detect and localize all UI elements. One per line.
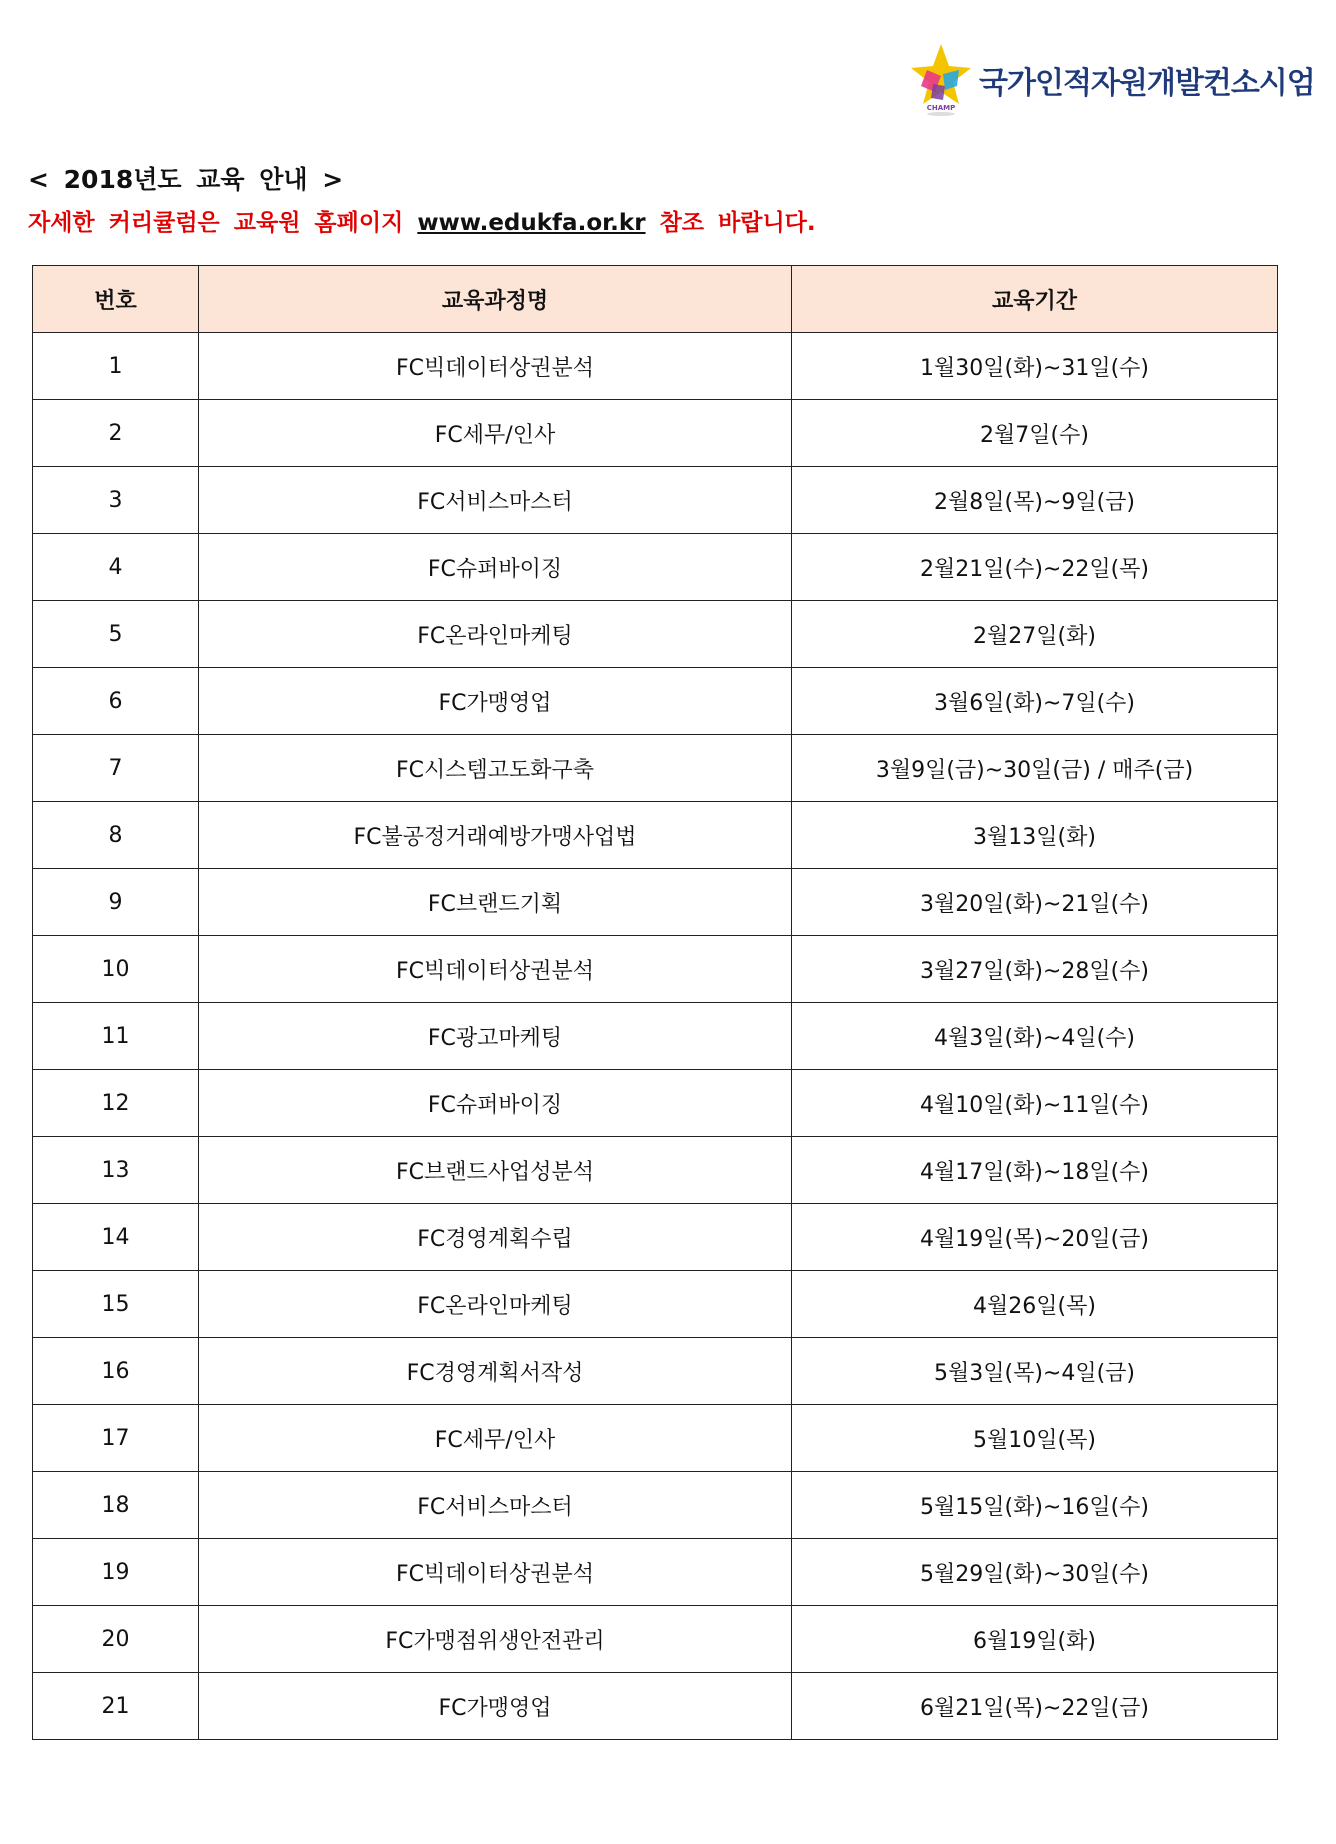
homepage-link[interactable]: www.edukfa.or.kr — [417, 210, 646, 236]
row-number: 13 — [33, 1137, 199, 1204]
row-number: 14 — [33, 1204, 199, 1271]
row-number: 20 — [33, 1606, 199, 1673]
table-row — [33, 467, 1278, 534]
course-name: FC불공정거래예방가맹사업법 — [199, 802, 792, 869]
table-body — [33, 333, 1278, 1740]
table-header-row — [33, 266, 1278, 333]
course-name: FC가맹영업 — [199, 668, 792, 735]
row-number: 8 — [33, 802, 199, 869]
course-name: FC빅데이터상권분석 — [199, 936, 792, 1003]
course-name: FC서비스마스터 — [199, 1472, 792, 1539]
course-period: 3월13일(화) — [792, 802, 1278, 869]
course-period: 5월3일(목)~4일(금) — [792, 1338, 1278, 1405]
course-period: 5월10일(목) — [792, 1405, 1278, 1472]
header-course: 교육과정명 — [199, 266, 792, 333]
course-period: 6월21일(목)~22일(금) — [792, 1673, 1278, 1740]
table-row — [33, 1204, 1278, 1271]
table-row — [33, 802, 1278, 869]
row-number: 18 — [33, 1472, 199, 1539]
row-number: 9 — [33, 869, 199, 936]
course-period: 4월10일(화)~11일(수) — [792, 1070, 1278, 1137]
course-name: FC슈퍼바이징 — [199, 534, 792, 601]
table-row — [33, 1405, 1278, 1472]
logo-text: 국가인적자원개발컨소시엄 — [979, 66, 1315, 101]
header-no: 번호 — [33, 266, 199, 333]
page-title: < 2018년도 교육 안내 > — [28, 165, 344, 194]
course-period: 5월29일(화)~30일(수) — [792, 1539, 1278, 1606]
education-schedule-table — [32, 265, 1278, 1740]
course-period: 6월19일(화) — [792, 1606, 1278, 1673]
row-number: 5 — [33, 601, 199, 668]
row-number: 4 — [33, 534, 199, 601]
notice-prefix: 자세한 커리큘럼은 교육원 홈페이지 — [28, 210, 404, 236]
course-period: 4월17일(화)~18일(수) — [792, 1137, 1278, 1204]
table-row — [33, 1137, 1278, 1204]
course-period: 2월21일(수)~22일(목) — [792, 534, 1278, 601]
course-period: 4월26일(목) — [792, 1271, 1278, 1338]
row-number: 7 — [33, 735, 199, 802]
course-period: 3월9일(금)~30일(금) / 매주(금) — [792, 735, 1278, 802]
row-number: 10 — [33, 936, 199, 1003]
course-period: 2월8일(목)~9일(금) — [792, 467, 1278, 534]
course-period: 4월3일(화)~4일(수) — [792, 1003, 1278, 1070]
row-number: 21 — [33, 1673, 199, 1740]
table-row — [33, 869, 1278, 936]
row-number: 2 — [33, 400, 199, 467]
table-row — [33, 1539, 1278, 1606]
course-period: 3월6일(화)~7일(수) — [792, 668, 1278, 735]
course-name: FC온라인마케팅 — [199, 601, 792, 668]
table-row — [33, 1606, 1278, 1673]
course-name: FC경영계획수립 — [199, 1204, 792, 1271]
row-number: 11 — [33, 1003, 199, 1070]
table-row — [33, 400, 1278, 467]
header-period: 교육기간 — [792, 266, 1278, 333]
table-row — [33, 333, 1278, 400]
course-period: 3월20일(화)~21일(수) — [792, 869, 1278, 936]
course-name: FC가맹영업 — [199, 1673, 792, 1740]
row-number: 17 — [33, 1405, 199, 1472]
notice-suffix: 참조 바랍니다. — [659, 210, 816, 236]
row-number: 12 — [33, 1070, 199, 1137]
course-name: FC광고마케팅 — [199, 1003, 792, 1070]
row-number: 1 — [33, 333, 199, 400]
champ-star-icon — [905, 40, 977, 120]
course-name: FC세무/인사 — [199, 400, 792, 467]
course-name: FC빅데이터상권분석 — [199, 1539, 792, 1606]
course-name: FC온라인마케팅 — [199, 1271, 792, 1338]
course-name: FC브랜드사업성분석 — [199, 1137, 792, 1204]
table-row — [33, 1338, 1278, 1405]
curriculum-notice — [28, 204, 816, 237]
table-row — [33, 1472, 1278, 1539]
course-period: 2월27일(화) — [792, 601, 1278, 668]
row-number: 6 — [33, 668, 199, 735]
course-period: 3월27일(화)~28일(수) — [792, 936, 1278, 1003]
table-row — [33, 936, 1278, 1003]
course-name: FC서비스마스터 — [199, 467, 792, 534]
table-row — [33, 1070, 1278, 1137]
table-row — [33, 1003, 1278, 1070]
course-name: FC시스템고도화구축 — [199, 735, 792, 802]
row-number: 19 — [33, 1539, 199, 1606]
table-row — [33, 601, 1278, 668]
course-name: FC가맹점위생안전관리 — [199, 1606, 792, 1673]
course-period: 2월7일(수) — [792, 400, 1278, 467]
row-number: 16 — [33, 1338, 199, 1405]
course-period: 4월19일(목)~20일(금) — [792, 1204, 1278, 1271]
course-name: FC슈퍼바이징 — [199, 1070, 792, 1137]
table-row — [33, 1271, 1278, 1338]
course-name: FC경영계획서작성 — [199, 1338, 792, 1405]
consortium-logo — [905, 40, 1325, 120]
table-row — [33, 1673, 1278, 1740]
table-row — [33, 735, 1278, 802]
table-row — [33, 534, 1278, 601]
course-period: 5월15일(화)~16일(수) — [792, 1472, 1278, 1539]
course-period: 1월30일(화)~31일(수) — [792, 333, 1278, 400]
logo-badge: CHAMP — [926, 104, 956, 112]
row-number: 3 — [33, 467, 199, 534]
course-name: FC브랜드기획 — [199, 869, 792, 936]
table-row — [33, 668, 1278, 735]
course-name: FC빅데이터상권분석 — [199, 333, 792, 400]
row-number: 15 — [33, 1271, 199, 1338]
course-name: FC세무/인사 — [199, 1405, 792, 1472]
